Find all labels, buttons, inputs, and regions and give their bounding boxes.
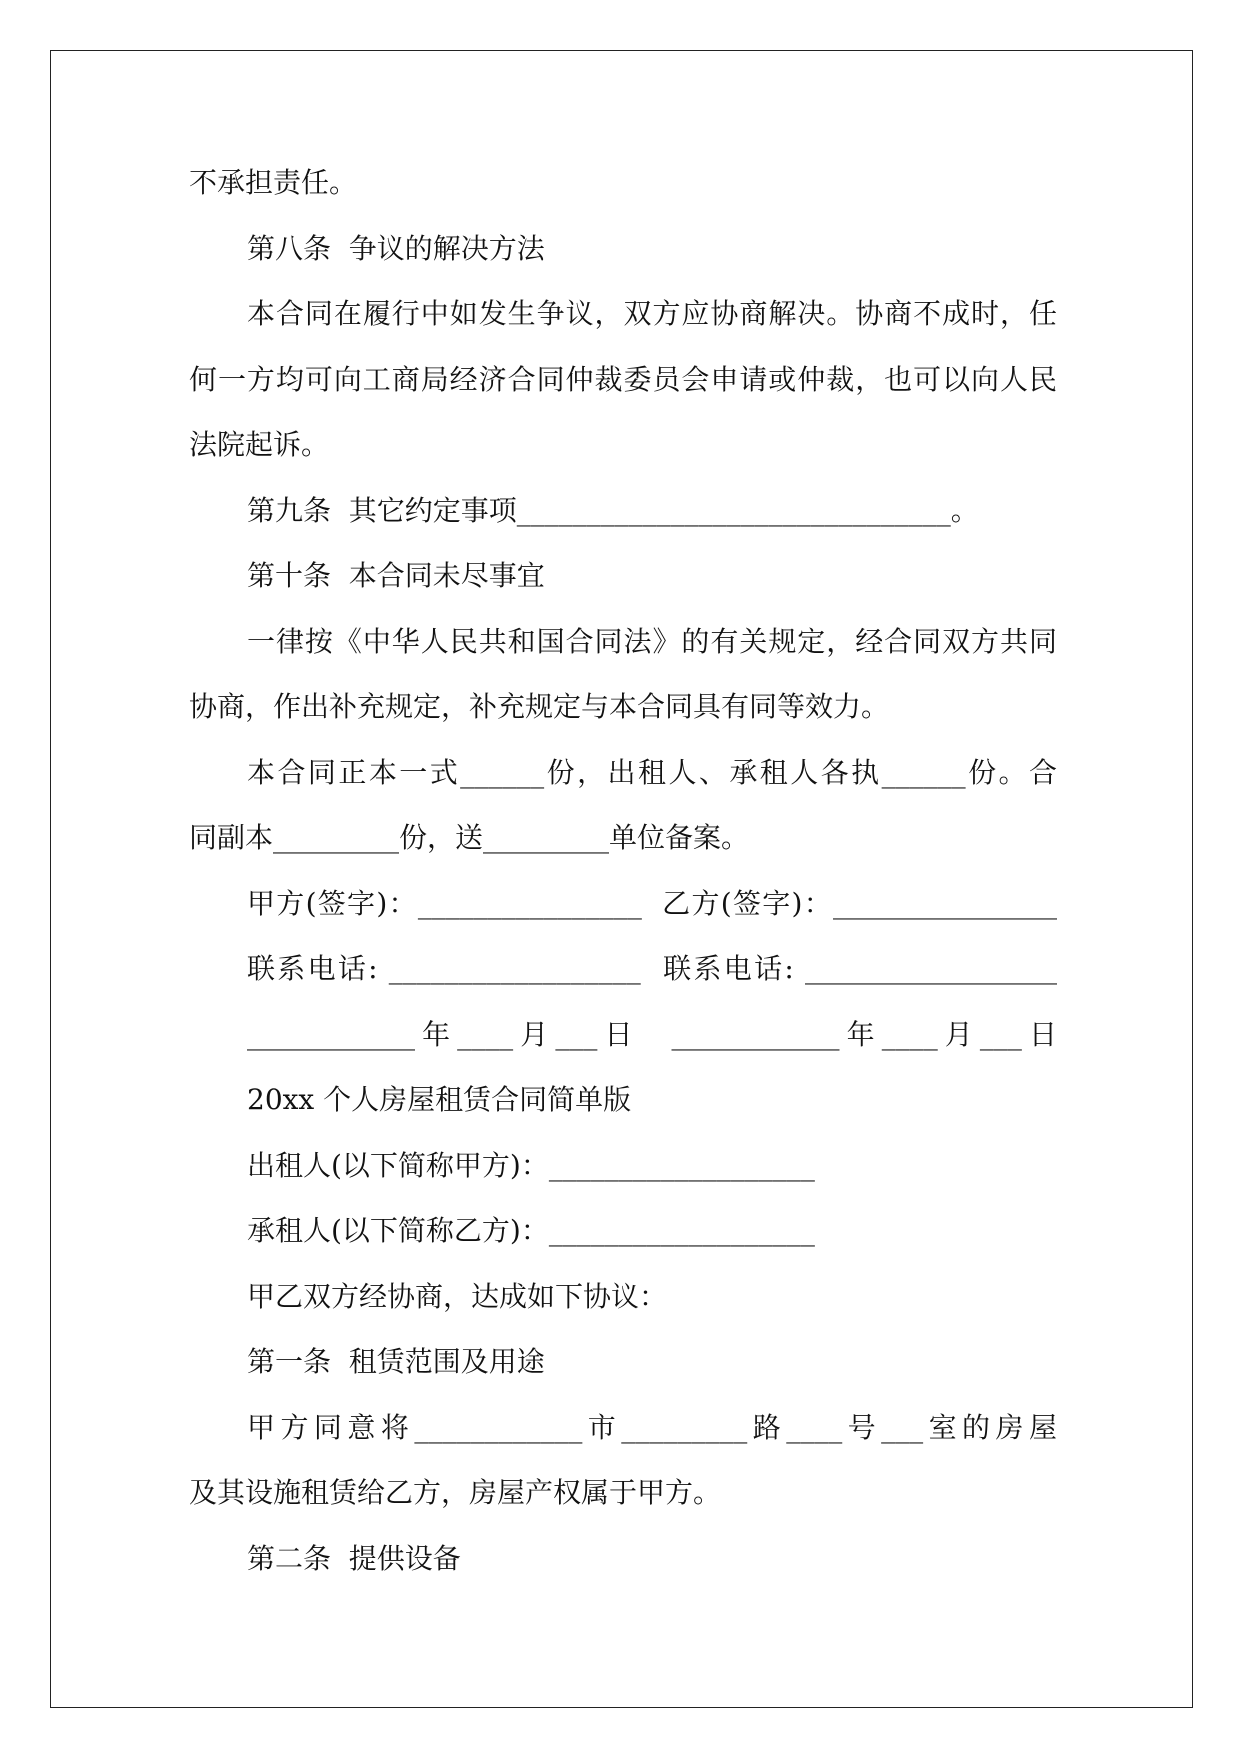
text-line: 出租人(以下简称甲方)：___________________ bbox=[247, 1148, 815, 1182]
text-line: 第八条 争议的解决方法 bbox=[247, 231, 545, 265]
text-line: 20xx 个人房屋租赁合同简单版 bbox=[247, 1083, 632, 1116]
document-body bbox=[189, 150, 1057, 1591]
text-line: 甲方同意将____________市_________路____号___室的房屋 bbox=[247, 1410, 1057, 1444]
text-line: 及其设施租赁给乙方，房屋产权属于甲方。 bbox=[189, 1476, 722, 1509]
text-line: 第十条 本合同未尽事宜 bbox=[247, 559, 545, 592]
text-line: 协商，作出补充规定，补充规定与本合同具有同等效力。 bbox=[189, 690, 890, 723]
text-line: 本合同在履行中如发生争议，双方应协商解决。协商不成时，任 bbox=[247, 297, 1057, 330]
text-line: 本合同正本一式______份，出租人、承租人各执______份。合 bbox=[247, 755, 1057, 789]
text-line: 甲乙双方经协商，达成如下协议： bbox=[247, 1279, 668, 1313]
text-line: 承租人(以下简称乙方)：___________________ bbox=[247, 1214, 815, 1247]
text-line: 法院起诉。 bbox=[189, 428, 330, 461]
text-line: 一律按《中华人民共和国合同法》的有关规定，经合同双方共同 bbox=[247, 624, 1057, 658]
text-line: 同副本_________份，送_________单位备案。 bbox=[189, 821, 750, 854]
text-line: ____________年____月___日 ____________年____月___日 bbox=[247, 1017, 1057, 1051]
text-line: 联系电话: __________________ 联系电话: __________________ bbox=[247, 952, 1057, 985]
text-line: 第一条 租赁范围及用途 bbox=[247, 1345, 545, 1378]
text-line: 第九条 其它约定事项_______________________________。 bbox=[247, 493, 979, 527]
text-line: 第二条 提供设备 bbox=[247, 1541, 461, 1575]
text-line: 何一方均可向工商局经济合同仲裁委员会申请或仲裁，也可以向人民 bbox=[189, 362, 1057, 396]
text-line: 不承担责任。 bbox=[189, 166, 358, 199]
text-line: 甲方(签字)：________________ 乙方(签字)：________________ bbox=[247, 886, 1057, 920]
